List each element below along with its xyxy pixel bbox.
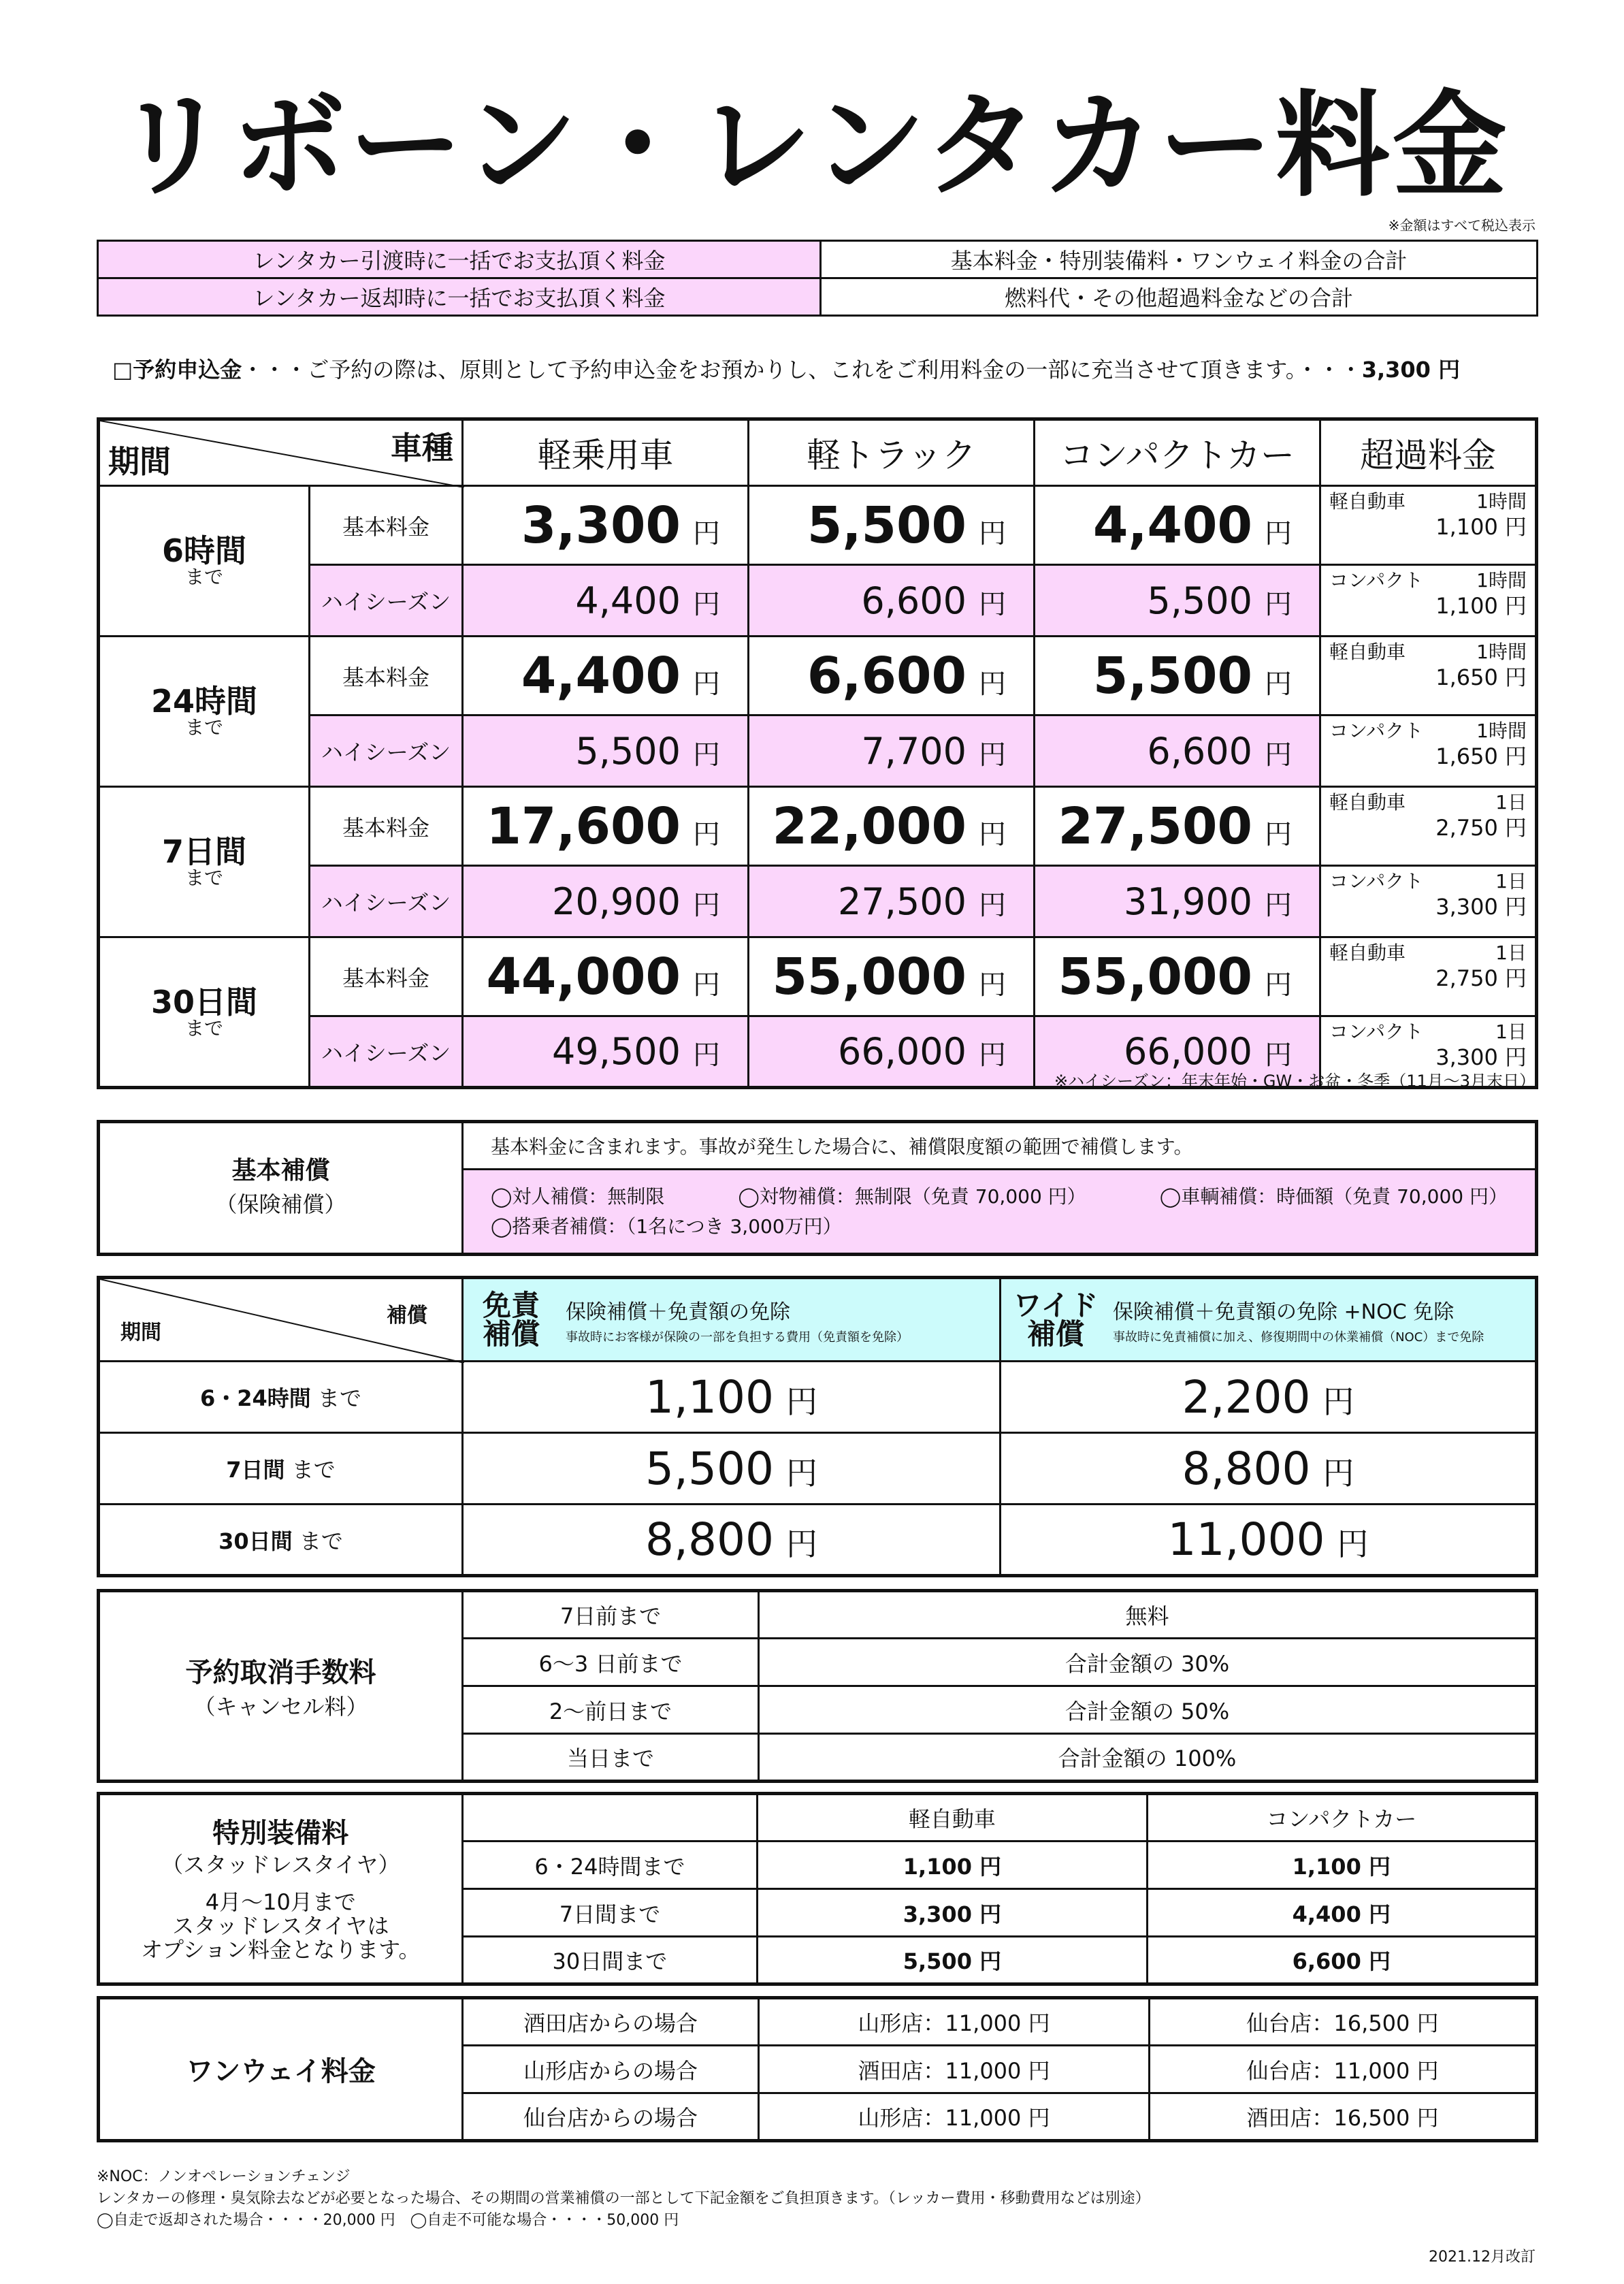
equipment-sub: （スタッドレスタイヤ） (161, 1851, 400, 1878)
excess-unit: 1時間 (1476, 569, 1527, 592)
equipment-price: 3,300 円 (758, 1889, 1147, 1937)
yen-unit: 円 (693, 517, 720, 549)
high-price (463, 565, 749, 637)
base-price (463, 937, 749, 1016)
yen-unit: 円 (979, 969, 1006, 1001)
payment-row (98, 241, 1538, 278)
yen-unit: 円 (785, 1526, 817, 1562)
equipment-header-row (99, 1794, 1537, 1841)
high-price (463, 866, 749, 937)
plan-note: 事故時にお客様が保険の一部を負担する費用（免責額を免除） (566, 1330, 909, 1345)
equipment-period: 7日間まで (462, 1889, 758, 1937)
yen-unit: 円 (1265, 889, 1292, 921)
oneway-from: 酒田店からの場合 (463, 1998, 759, 2046)
base-price (749, 637, 1035, 715)
yen-unit: 円 (1322, 1454, 1354, 1492)
price-value: 27,500 (1058, 797, 1252, 856)
insurance-row (99, 1433, 1537, 1505)
season-note: ※ハイシーズン：年末年始・GW・お盆・冬季（11月〜3月末日） (1054, 1072, 1536, 1091)
oneway-label: ワンウェイ料金 (99, 1998, 463, 2141)
yen-unit: 円 (1322, 1383, 1354, 1420)
oneway-row (99, 1998, 1537, 2046)
excess-fee (1320, 565, 1537, 637)
price-value: 22,000 (772, 797, 967, 856)
cancel-when: 6〜3 日前まで (463, 1639, 759, 1686)
yen-unit: 円 (693, 739, 720, 771)
comp-item: ◯対物補償：無制限（免責 70,000 円） (738, 1185, 1086, 1208)
payment-table (97, 240, 1538, 317)
base-price (1035, 787, 1320, 866)
rate-row (99, 866, 1537, 937)
comp-item: ◯対人補償：無制限 (491, 1185, 665, 1208)
high-label: ハイシーズン (310, 1016, 463, 1088)
deposit-text: ・・・ご予約の際は、原則として予約申込金をお預かりし、これをご利用料金の一部に充当させて頂きます。・・・ (242, 357, 1362, 383)
cancel-sub: （キャンセル料） (193, 1694, 368, 1720)
cancel-label: 予約取消手数料 (185, 1657, 376, 1688)
excess-price: 1,100 円 (1435, 514, 1527, 540)
cancel-fee: 合計金額の 30% (759, 1639, 1537, 1686)
period-suffix: まで (184, 566, 223, 589)
yen-unit: 円 (1337, 1526, 1369, 1562)
basic-comp-items (463, 1170, 1537, 1255)
payment-what: 基本料金・特別装備料・ワンウェイ料金の合計 (821, 241, 1538, 278)
high-price (1035, 565, 1320, 637)
comp-item: ◯搭乗者補償：（1名につき 3,000万円） (491, 1215, 842, 1238)
excess-car: コンパクト (1329, 720, 1424, 742)
high-price (463, 715, 749, 787)
rate-header-row (99, 419, 1537, 486)
excess-price: 2,750 円 (1435, 965, 1527, 991)
excess-fee (1320, 937, 1537, 1016)
equipment-col-header: コンパクトカー (1147, 1794, 1536, 1841)
cancel-when: 当日まで (463, 1734, 759, 1782)
rate-row (99, 565, 1537, 637)
yen-unit: 円 (693, 1040, 720, 1071)
insurance-table (97, 1276, 1538, 1577)
period-name: 7日間 (161, 833, 246, 871)
cancel-fee: 無料 (759, 1591, 1537, 1639)
oneway-dest-a: 酒田店：11,000 円 (759, 2046, 1150, 2093)
plan-header-wide (1001, 1278, 1537, 1362)
equipment-price: 5,500 円 (758, 1937, 1147, 1984)
oneway-dest-b: 仙台店：16,500 円 (1150, 1998, 1537, 2046)
deposit-amount: 3,300 円 (1361, 357, 1461, 383)
cancel-when: 7日前まで (463, 1591, 759, 1639)
noc-note: ※NOC：ノンオペレーションチェンジ (97, 2168, 351, 2185)
period-cell (99, 787, 310, 937)
period-name: 6・24時間 (200, 1385, 311, 1411)
yen-unit: 円 (693, 588, 720, 620)
base-price (463, 787, 749, 866)
price-value: 11,000 (1167, 1513, 1325, 1566)
price-value: 8,800 (1182, 1442, 1311, 1495)
high-label: ハイシーズン (310, 715, 463, 787)
high-price (749, 565, 1035, 637)
excess-header: 超過料金 (1320, 419, 1537, 486)
base-price (749, 486, 1035, 565)
insurance-price (463, 1505, 1001, 1576)
equipment-col-header: 軽自動車 (758, 1794, 1147, 1841)
payment-row (98, 278, 1538, 316)
plan-title: 保険補償＋免責額の免除 +NOC 免除 (1113, 1300, 1455, 1324)
excess-fee (1320, 637, 1537, 715)
equipment-price: 4,400 円 (1147, 1889, 1536, 1937)
excess-unit: 1日 (1495, 1020, 1527, 1043)
oneway-from: 仙台店からの場合 (463, 2093, 759, 2141)
period-suffix: まで (292, 1528, 343, 1554)
comp-item: ◯車輌補償：時価額（免責 70,000 円） (1159, 1185, 1508, 1208)
excess-unit: 1時間 (1476, 720, 1527, 742)
price-value: 5,500 (575, 729, 681, 773)
base-price (463, 486, 749, 565)
period-suffix: まで (184, 1016, 223, 1040)
insurance-row (99, 1362, 1537, 1433)
corner-vehicle-label: 車種 (391, 430, 453, 466)
high-price (749, 866, 1035, 937)
corner-comp-label: 補償 (387, 1304, 427, 1328)
price-value: 66,000 (838, 1030, 967, 1073)
high-label: ハイシーズン (310, 866, 463, 937)
cancel-label-cell (99, 1591, 463, 1782)
price-value: 2,200 (1182, 1370, 1311, 1424)
oneway-dest-b: 仙台店：11,000 円 (1150, 2046, 1537, 2093)
price-value: 5,500 (1147, 579, 1252, 622)
equipment-price: 6,600 円 (1147, 1937, 1536, 1984)
price-value: 20,900 (552, 880, 681, 923)
base-label: 基本料金 (310, 486, 463, 565)
noc-line1: レンタカーの修理・臭気除去などが必要となった場合、その期間の営業補償の一部として下記金額をご負担頂きます。（レッカー費用・移動費用などは別途） (97, 2189, 1150, 2207)
basic-compensation-table (97, 1120, 1538, 1256)
equipment-period: 6・24時間まで (462, 1841, 758, 1889)
price-value: 6,600 (861, 579, 967, 622)
period-suffix: まで (184, 716, 223, 739)
oneway-from: 山形店からの場合 (463, 2046, 759, 2093)
cancel-row (99, 1591, 1537, 1639)
period-name: 7日間 (226, 1457, 285, 1483)
price-value: 7,700 (861, 729, 967, 773)
price-value: 4,400 (521, 646, 681, 705)
yen-unit: 円 (785, 1383, 817, 1420)
price-value: 4,400 (1092, 496, 1252, 555)
rate-corner-cell (99, 419, 463, 486)
yen-unit: 円 (693, 668, 720, 700)
yen-unit: 円 (693, 818, 720, 850)
base-price (463, 637, 749, 715)
basic-comp-sub: （保険補償） (215, 1191, 346, 1217)
insurance-price (1001, 1433, 1537, 1505)
price-value: 44,000 (486, 947, 681, 1006)
base-label: 基本料金 (310, 787, 463, 866)
insurance-period (99, 1505, 463, 1576)
yen-unit: 円 (1265, 739, 1292, 771)
rate-row (99, 937, 1537, 1016)
yen-unit: 円 (693, 889, 720, 921)
price-value: 31,900 (1124, 880, 1252, 923)
price-value: 27,500 (838, 880, 967, 923)
yen-unit: 円 (979, 517, 1006, 549)
rate-row (99, 486, 1537, 565)
corner-period-label: 期間 (120, 1321, 161, 1345)
excess-car: 軽自動車 (1329, 791, 1406, 814)
insurance-price (463, 1433, 1001, 1505)
basic-comp-label: 基本補償 (231, 1157, 330, 1185)
price-value: 55,000 (1058, 947, 1252, 1006)
price-value: 1,100 (645, 1370, 774, 1424)
price-value: 66,000 (1124, 1030, 1252, 1073)
plan-header-waiver (463, 1278, 1001, 1362)
period-cell (99, 486, 310, 637)
base-price (1035, 486, 1320, 565)
period-name: 24時間 (150, 683, 257, 720)
noc-line2: ◯自走で返却された場合・・・・20,000 円 ◯自走不可能な場合・・・・50,000 円 (97, 2211, 679, 2229)
oneway-dest-a: 山形店：11,000 円 (759, 2093, 1150, 2141)
price-value: 17,600 (486, 797, 681, 856)
period-name: 30日間 (150, 983, 257, 1020)
excess-fee (1320, 787, 1537, 866)
excess-unit: 1日 (1495, 791, 1527, 814)
base-label: 基本料金 (310, 637, 463, 715)
base-label: 基本料金 (310, 937, 463, 1016)
vehicle-header: コンパクトカー (1035, 419, 1320, 486)
insurance-price (463, 1362, 1001, 1433)
page-title: リボーン・レンタカー料金 (114, 79, 1510, 212)
price-value: 49,500 (552, 1030, 681, 1073)
excess-unit: 1時間 (1476, 490, 1527, 513)
footer-notes (97, 2166, 1540, 2232)
vehicle-header: 軽トラック (749, 419, 1035, 486)
deposit-line (112, 353, 1542, 384)
yen-unit: 円 (1265, 668, 1292, 700)
price-value: 55,000 (772, 947, 967, 1006)
base-price (1035, 937, 1320, 1016)
period-cell (99, 937, 310, 1088)
period-name: 30日間 (218, 1528, 293, 1554)
equipment-label: 特別装備料 (212, 1817, 349, 1849)
insurance-corner-cell (99, 1278, 463, 1362)
cancel-fee: 合計金額の 100% (759, 1734, 1537, 1782)
tax-note: ※金額はすべて税込表示 (1388, 217, 1536, 234)
excess-price: 3,300 円 (1435, 894, 1527, 920)
high-price (1035, 715, 1320, 787)
equipment-label-cell (99, 1794, 463, 1984)
yen-unit: 円 (785, 1454, 817, 1492)
equipment-period: 30日間まで (462, 1937, 758, 1984)
yen-unit: 円 (979, 739, 1006, 771)
payment-when: レンタカー引渡時に一括でお支払頂く料金 (98, 241, 821, 278)
yen-unit: 円 (1265, 969, 1292, 1001)
price-value: 5,500 (645, 1442, 774, 1495)
basic-comp-label-cell (99, 1122, 463, 1255)
base-price (1035, 637, 1320, 715)
yen-unit: 円 (979, 818, 1006, 850)
excess-price: 2,750 円 (1435, 815, 1527, 841)
excess-unit: 1時間 (1476, 641, 1527, 663)
corner-period-label: 期間 (108, 443, 171, 480)
yen-unit: 円 (979, 889, 1006, 921)
yen-unit: 円 (1265, 818, 1292, 850)
excess-car: コンパクト (1329, 870, 1424, 892)
plan-name: 免責 補償 (482, 1288, 540, 1351)
equipment-price: 1,100 円 (758, 1841, 1147, 1889)
excess-car: コンパクト (1329, 569, 1424, 592)
excess-fee (1320, 866, 1537, 937)
oneway-fee-table (97, 1996, 1538, 2142)
yen-unit: 円 (979, 1040, 1006, 1071)
rate-row (99, 637, 1537, 715)
plan-name: ワイド 補償 (1013, 1288, 1099, 1351)
yen-unit: 円 (1265, 588, 1292, 620)
checkbox-icon: □ (112, 357, 133, 383)
base-price (749, 787, 1035, 866)
excess-unit: 1日 (1495, 942, 1527, 964)
payment-when: レンタカー返却時に一括でお支払頂く料金 (98, 278, 821, 316)
basic-comp-desc: 基本料金に含まれます。事故が発生した場合に、補償限度額の範囲で補償します。 (463, 1122, 1537, 1170)
equipment-blank-header (462, 1794, 758, 1841)
excess-price: 1,650 円 (1435, 664, 1527, 690)
vehicle-header: 軽乗用車 (463, 419, 749, 486)
period-suffix: まで (310, 1385, 361, 1411)
equipment-price: 1,100 円 (1147, 1841, 1536, 1889)
base-price (749, 937, 1035, 1016)
excess-unit: 1日 (1495, 870, 1527, 892)
period-suffix: まで (184, 867, 223, 890)
high-label: ハイシーズン (310, 565, 463, 637)
insurance-period (99, 1362, 463, 1433)
insurance-price (1001, 1505, 1537, 1576)
oneway-dest-a: 山形店：11,000 円 (759, 1998, 1150, 2046)
high-price (1035, 866, 1320, 937)
price-value: 4,400 (575, 579, 681, 622)
period-suffix: まで (285, 1457, 336, 1483)
equipment-fee-table (97, 1792, 1538, 1986)
excess-fee (1320, 486, 1537, 565)
price-value: 5,500 (1092, 646, 1252, 705)
deposit-label: 予約申込金 (133, 357, 242, 383)
excess-fee (1320, 715, 1537, 787)
equipment-note: 4月〜10月まで スタッドレスタイヤは オプション料金となります。 (141, 1888, 421, 1963)
yen-unit: 円 (1265, 517, 1292, 549)
rate-row (99, 715, 1537, 787)
excess-price: 1,650 円 (1435, 743, 1527, 769)
price-value: 6,600 (807, 646, 967, 705)
price-value: 6,600 (1147, 729, 1252, 773)
high-price (749, 715, 1035, 787)
yen-unit: 円 (1265, 1040, 1292, 1071)
yen-unit: 円 (979, 588, 1006, 620)
excess-car: 軽自動車 (1329, 490, 1406, 513)
rate-row (99, 787, 1537, 866)
revision-date: 2021.12月改訂 (1429, 2249, 1536, 2266)
high-price (749, 1016, 1035, 1088)
price-value: 3,300 (521, 496, 681, 555)
cancel-fee-table (97, 1589, 1538, 1783)
high-price (463, 1016, 749, 1088)
payment-what: 燃料代・その他超過料金などの合計 (821, 278, 1538, 316)
cancel-fee: 合計金額の 50% (759, 1686, 1537, 1734)
price-value: 8,800 (645, 1513, 774, 1566)
excess-car: 軽自動車 (1329, 641, 1406, 663)
excess-price: 1,100 円 (1435, 593, 1527, 619)
yen-unit: 円 (693, 969, 720, 1001)
insurance-period (99, 1433, 463, 1505)
period-cell (99, 637, 310, 787)
excess-price: 3,300 円 (1435, 1044, 1527, 1070)
plan-note: 事故時に免責補償に加え、修復期間中の休業補償（NOC）まで免除 (1113, 1330, 1484, 1345)
cancel-when: 2〜前日まで (463, 1686, 759, 1734)
excess-car: コンパクト (1329, 1020, 1424, 1043)
yen-unit: 円 (979, 668, 1006, 700)
insurance-price (1001, 1362, 1537, 1433)
insurance-row (99, 1505, 1537, 1576)
period-name: 6時間 (161, 532, 246, 570)
oneway-dest-b: 酒田店：16,500 円 (1150, 2093, 1537, 2141)
excess-car: 軽自動車 (1329, 942, 1406, 964)
rate-table (97, 417, 1538, 1089)
price-value: 5,500 (807, 496, 967, 555)
plan-title: 保険補償＋免責額の免除 (566, 1300, 790, 1324)
